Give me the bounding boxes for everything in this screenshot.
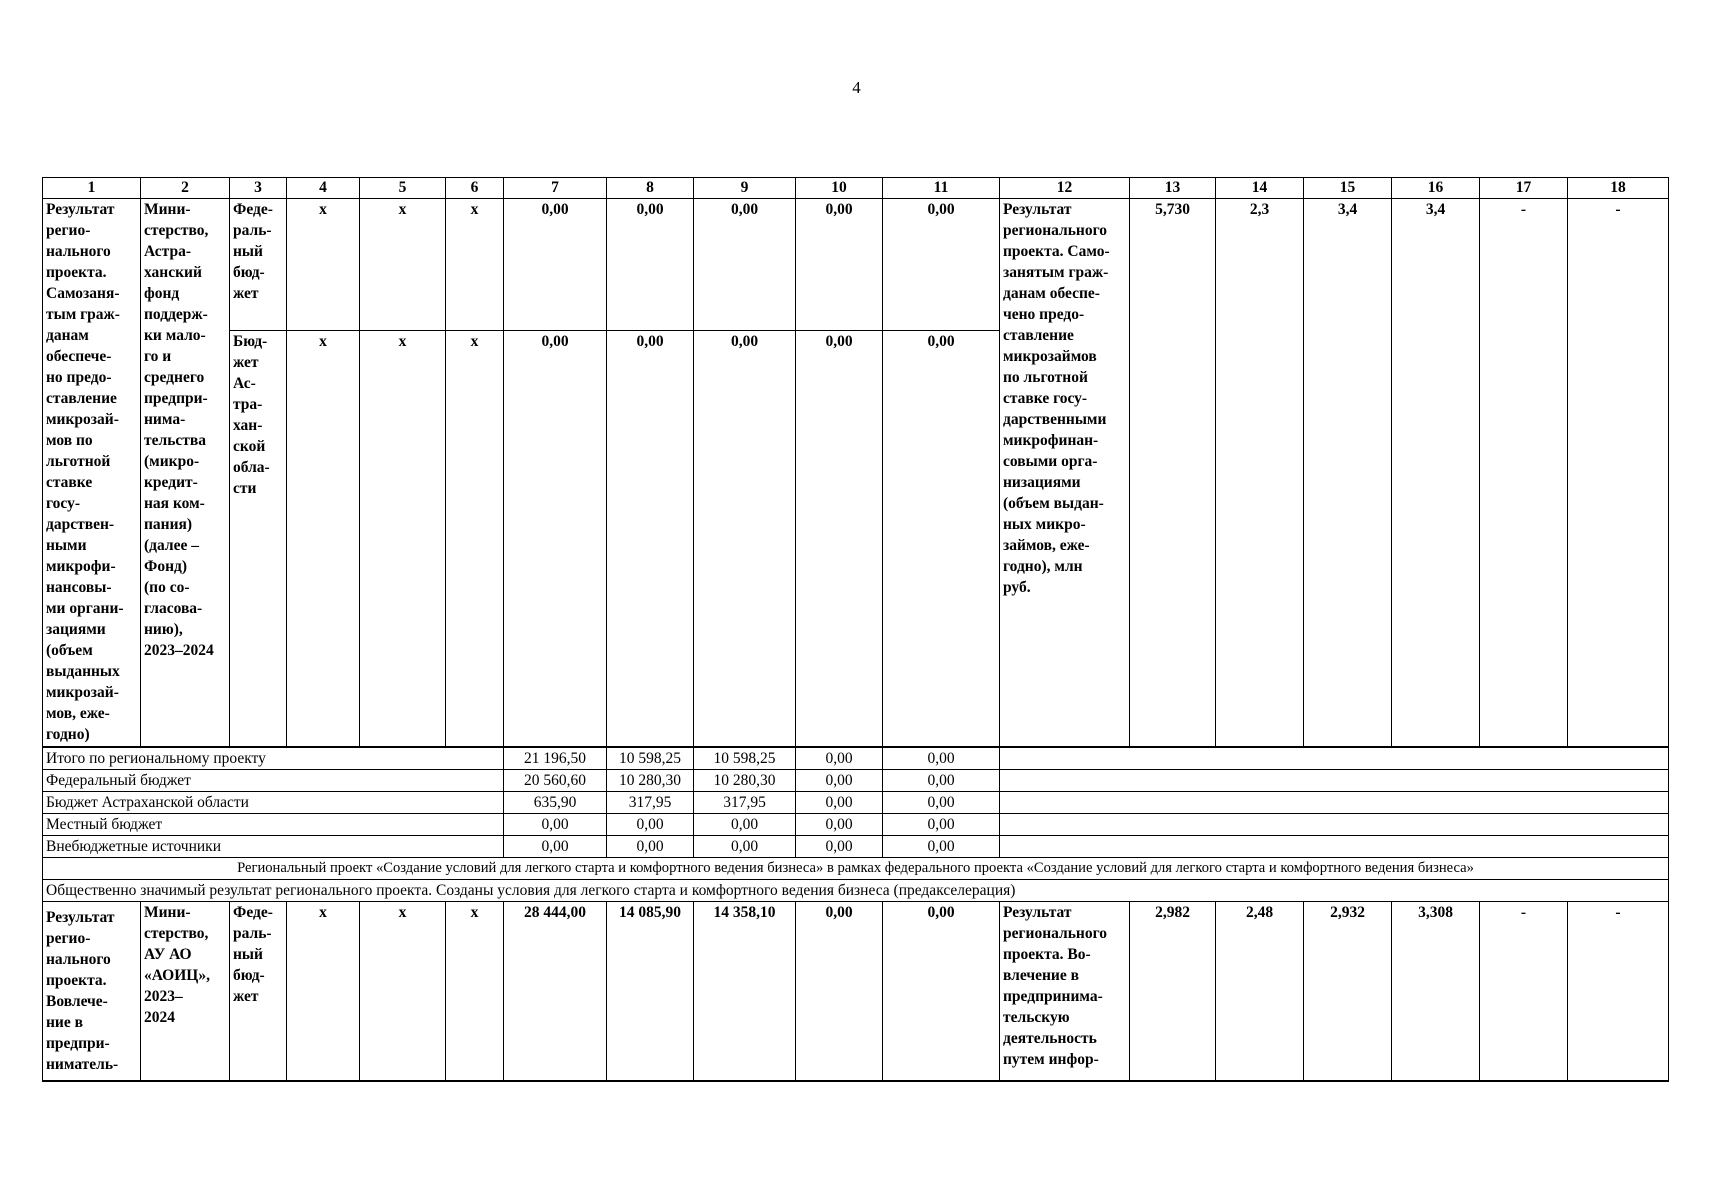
value-cell: 0,00 (796, 331, 883, 747)
empty-cell (1000, 791, 1669, 813)
header-cell: 9 (694, 178, 796, 199)
empty-cell (1000, 813, 1669, 835)
social-result-row (43, 879, 1669, 901)
header-cell: 2 (141, 178, 230, 199)
total-row (43, 747, 1669, 770)
value-cell: - (1568, 901, 1669, 1081)
total-value: 0,00 (796, 791, 883, 813)
total-value: 0,00 (796, 835, 883, 857)
total-value: 0,00 (504, 813, 607, 835)
value-cell: 3,308 (1392, 901, 1480, 1081)
empty-cell (1000, 769, 1669, 791)
budget-table (42, 177, 1669, 1082)
result-name-cell: Результат регио- нального проекта. Самозаня- тым граж- данам обеспече- но предо- ставление микрозай- мов по льготной ставке госу- дарствен- ными микрофи- нансовы- ми органи- зациями (объем выданных микрозай- мов, еже- годно) (43, 199, 141, 747)
value-cell: х (360, 199, 446, 331)
total-value: 0,00 (694, 813, 796, 835)
value-cell: х (446, 331, 504, 747)
funding-source-cell: Бюд- жет Ас- тра- хан- ской обла- сти (230, 331, 287, 747)
total-row-regional (43, 791, 1669, 813)
value-cell: 5,730 (1130, 199, 1216, 747)
total-label: Местный бюджет (43, 813, 504, 835)
value-cell: 2,982 (1130, 901, 1216, 1081)
header-cell: 10 (796, 178, 883, 199)
total-value: 0,00 (883, 747, 1000, 770)
header-cell: 11 (883, 178, 1000, 199)
value-cell: 0,00 (694, 199, 796, 331)
header-cell: 16 (1392, 178, 1480, 199)
header-cell: 3 (230, 178, 287, 199)
value-cell: 0,00 (883, 199, 1000, 331)
total-row-federal (43, 769, 1669, 791)
value-cell: - (1568, 199, 1669, 747)
header-cell: 14 (1216, 178, 1304, 199)
value-cell: 28 444,00 (504, 901, 607, 1081)
empty-cell (1000, 747, 1669, 770)
result-row-federal (43, 199, 1669, 331)
total-value: 0,00 (883, 791, 1000, 813)
total-value: 0,00 (796, 813, 883, 835)
header-cell: 7 (504, 178, 607, 199)
value-cell: 3,4 (1304, 199, 1392, 747)
header-cell: 18 (1568, 178, 1669, 199)
header-cell: 6 (446, 178, 504, 199)
total-value: 0,00 (694, 835, 796, 857)
empty-cell (1000, 835, 1669, 857)
page-number: 4 (852, 78, 861, 97)
total-value: 0,00 (796, 769, 883, 791)
total-label: Бюджет Астраханской области (43, 791, 504, 813)
value-cell: - (1480, 901, 1568, 1081)
total-value: 10 598,25 (694, 747, 796, 770)
regional-project-title: Региональный проект «Создание условий для легкого старта и комфортного ведения бизнеса» в рамках федерального проекта «Создание условий для легкого старта и комфортного ведения бизнеса» (43, 857, 1669, 879)
column-numbers-row (43, 178, 1669, 199)
total-value: 0,00 (504, 835, 607, 857)
value-cell: х (360, 331, 446, 747)
value-cell: х (446, 901, 504, 1081)
result-name-cell: Результат регио- нального проекта. Вовлече- ние в предпри- ниматель- (43, 901, 141, 1081)
value-cell: - (1480, 199, 1568, 747)
value-cell: х (287, 331, 360, 747)
value-cell: 0,00 (796, 199, 883, 331)
total-value: 10 280,30 (607, 769, 694, 791)
total-value: 21 196,50 (504, 747, 607, 770)
total-value: 10 280,30 (694, 769, 796, 791)
value-cell: х (446, 199, 504, 331)
value-cell: 2,48 (1216, 901, 1304, 1081)
total-value: 10 598,25 (607, 747, 694, 770)
value-cell: 0,00 (607, 199, 694, 331)
value-cell: 0,00 (883, 331, 1000, 747)
header-cell: 12 (1000, 178, 1130, 199)
result-row-2 (43, 901, 1669, 1081)
header-cell: 5 (360, 178, 446, 199)
header-cell: 1 (43, 178, 141, 199)
value-cell: 0,00 (694, 331, 796, 747)
header-cell: 4 (287, 178, 360, 199)
value-cell: 0,00 (796, 901, 883, 1081)
value-cell: 2,932 (1304, 901, 1392, 1081)
funding-source-cell: Феде- раль- ный бюд- жет (230, 901, 287, 1081)
total-value: 0,00 (607, 813, 694, 835)
total-value: 0,00 (883, 769, 1000, 791)
regional-project-row (43, 857, 1669, 879)
header-cell: 17 (1480, 178, 1568, 199)
value-cell: х (360, 901, 446, 1081)
responsible-cell: Мини- стерство, Астра- ханский фонд поддерж- ки мало- го и среднего предпри- нима- тельства (микро- кредит- ная ком- пания) (далее – Фонд) (по со- гласова- нию), 2023–2024 (141, 199, 230, 747)
header-cell: 13 (1130, 178, 1216, 199)
total-value: 0,00 (607, 835, 694, 857)
total-value: 317,95 (694, 791, 796, 813)
indicator-cell: Результат регионального проекта. Само- занятым граж- данам обеспе- чено предо- ставление микрозаймов по льготной ставке госу- дарственными микрофинан- совыми орга- низациями (объем выдан- ных микро- займов, еже- годно), млн руб. (1000, 199, 1130, 747)
value-cell: 3,4 (1392, 199, 1480, 747)
value-cell: 14 358,10 (694, 901, 796, 1081)
total-label: Итого по региональному проекту (43, 747, 504, 770)
header-cell: 15 (1304, 178, 1392, 199)
total-value: 0,00 (883, 813, 1000, 835)
value-cell: 2,3 (1216, 199, 1304, 747)
total-value: 0,00 (796, 747, 883, 770)
value-cell: 0,00 (883, 901, 1000, 1081)
responsible-cell: Мини- стерство, АУ АО «АОИЦ», 2023– 2024 (141, 901, 230, 1081)
funding-source-cell: Феде- раль- ный бюд- жет (230, 199, 287, 331)
total-row-extrabudget (43, 835, 1669, 857)
value-cell: 0,00 (504, 199, 607, 331)
value-cell: 14 085,90 (607, 901, 694, 1081)
value-cell: х (287, 901, 360, 1081)
total-row-local (43, 813, 1669, 835)
value-cell: 0,00 (607, 331, 694, 747)
social-result-title: Общественно значимый результат регионального проекта. Созданы условия для легкого старта и комфортного ведения бизнеса (предакселерация) (43, 879, 1669, 901)
value-cell: 0,00 (504, 331, 607, 747)
indicator-cell: Результат регионального проекта. Во- влечение в предпринима- тельскую деятельность путем инфор- (1000, 901, 1130, 1081)
total-value: 635,90 (504, 791, 607, 813)
total-label: Внебюджетные источники (43, 835, 504, 857)
total-value: 20 560,60 (504, 769, 607, 791)
total-value: 0,00 (883, 835, 1000, 857)
total-value: 317,95 (607, 791, 694, 813)
value-cell: х (287, 199, 360, 331)
header-cell: 8 (607, 178, 694, 199)
total-label: Федеральный бюджет (43, 769, 504, 791)
